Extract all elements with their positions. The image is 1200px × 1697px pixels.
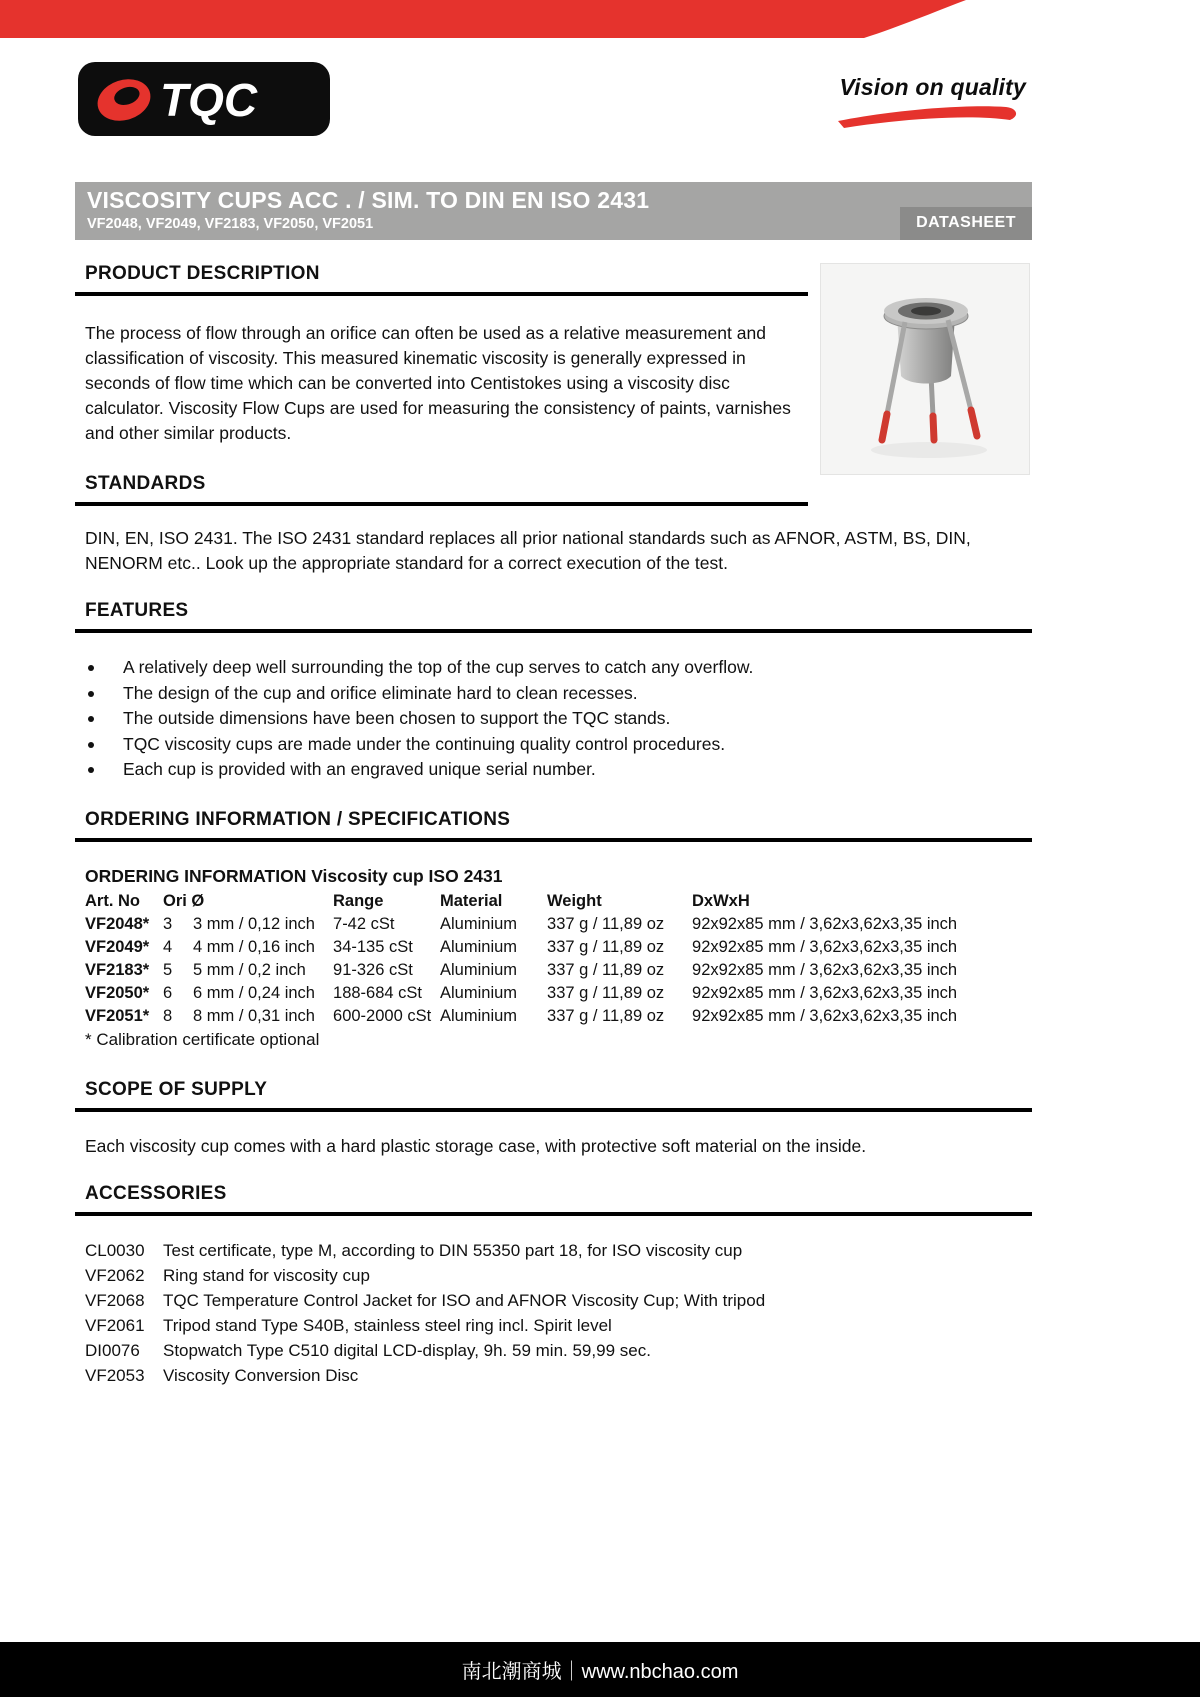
ordering-table-row <box>85 936 1032 959</box>
accessory-item <box>85 1313 1032 1338</box>
accessory-code: VF2053 <box>85 1365 145 1385</box>
ordering-cell: 6 mm / 0,24 inch <box>193 983 315 1002</box>
section-heading-scope: SCOPE OF SUPPLY <box>75 1079 1032 1112</box>
ordering-cell: 8 <box>163 1006 173 1025</box>
ordering-cell: 337 g / 11,89 oz <box>547 960 665 979</box>
ordering-table-row <box>85 982 1032 1005</box>
features-list <box>85 655 1032 783</box>
accessory-code: DI0076 <box>85 1340 140 1360</box>
accessory-item <box>85 1263 1032 1288</box>
accessory-code: VF2068 <box>85 1290 145 1310</box>
feature-item <box>85 732 1032 758</box>
ordering-table-row <box>85 913 1032 936</box>
ordering-cell: VF2050* <box>85 983 150 1002</box>
viscosity-cup-image <box>821 264 1029 474</box>
ordering-cell: VF2048* <box>85 914 150 933</box>
document-title-band <box>75 182 1032 240</box>
ordering-col-header: DxWxH <box>692 891 750 910</box>
ordering-table-row <box>85 1005 1032 1028</box>
ordering-cell: 337 g / 11,89 oz <box>547 983 665 1002</box>
ordering-cell: Aluminium <box>440 937 518 956</box>
ordering-cell: Aluminium <box>440 983 518 1002</box>
feature-text: Each cup is provided with an engraved unique serial number. <box>123 759 596 779</box>
vision-on-quality <box>828 74 1026 128</box>
ordering-table-row <box>85 959 1032 982</box>
feature-text: A relatively deep well surrounding the top of the cup serves to catch any overflow. <box>123 657 754 677</box>
ordering-table <box>85 890 1032 1028</box>
red-swoosh-banner-icon <box>0 0 1200 38</box>
ordering-col-header: Material <box>440 891 503 910</box>
ordering-cell: VF2051* <box>85 1006 150 1025</box>
datasheet-badge: DATASHEET <box>900 207 1032 240</box>
ordering-cell: 3 mm / 0,12 inch <box>193 914 315 933</box>
ordering-cell: 92x92x85 mm / 3,62x3,62x3,35 inch <box>692 914 958 933</box>
ordering-cell: 92x92x85 mm / 3,62x3,62x3,35 inch <box>692 1006 958 1025</box>
footer-bar <box>0 1642 1200 1697</box>
ordering-cell: Aluminium <box>440 914 518 933</box>
ordering-col-header: Range <box>333 891 384 910</box>
ordering-cell: 6 <box>163 983 173 1002</box>
accessory-desc: TQC Temperature Control Jacket for ISO and AFNOR Viscosity Cup; With tripod <box>163 1290 766 1310</box>
accessory-desc: Stopwatch Type C510 digital LCD-display, 9h. 59 min. 59,99 sec. <box>163 1340 651 1360</box>
ordering-table-body <box>85 913 1032 1028</box>
accessory-desc: Tripod stand Type S40B, stainless steel ring incl. Spirit level <box>163 1315 612 1335</box>
accessory-code: VF2062 <box>85 1265 145 1285</box>
product-photo <box>820 263 1030 475</box>
accessory-code: VF2061 <box>85 1315 145 1335</box>
accessory-desc: Test certificate, type M, according to DIN 55350 part 18, for ISO viscosity cup <box>163 1240 743 1260</box>
section-heading-accessories: ACCESSORIES <box>75 1183 1032 1216</box>
accessory-code: CL0030 <box>85 1240 145 1260</box>
tagline-swoosh-icon <box>836 102 1026 128</box>
ordering-cell: VF2049* <box>85 937 150 956</box>
document-subtitle: VF2048, VF2049, VF2183, VF2050, VF2051 <box>87 216 374 232</box>
ordering-col-header: Ori Ø <box>163 891 205 910</box>
ordering-cell: 3 <box>163 914 173 933</box>
feature-item <box>85 706 1032 732</box>
ordering-cell: Aluminium <box>440 960 518 979</box>
ordering-cell: 91-326 cSt <box>333 960 413 979</box>
ordering-cell: 337 g / 11,89 oz <box>547 914 665 933</box>
feature-item <box>85 655 1032 681</box>
standards-text: DIN, EN, ISO 2431. The ISO 2431 standard replaces all prior national standards such as AFNOR, ASTM, BS, DIN, NENORM etc.. Look up the appropriate standard for a correct execution of the test. <box>85 528 971 573</box>
bullet-icon <box>88 665 94 671</box>
accessory-item <box>85 1363 1032 1388</box>
ordering-cell: Aluminium <box>440 1006 518 1025</box>
feature-text: The outside dimensions have been chosen to support the TQC stands. <box>123 708 671 728</box>
document-title: VISCOSITY CUPS ACC . / SIM. TO DIN EN ISO 2431 <box>87 187 650 213</box>
top-red-banner <box>0 0 1200 43</box>
accessory-item <box>85 1238 1032 1263</box>
section-heading-ordering: ORDERING INFORMATION / SPECIFICATIONS <box>75 809 1032 842</box>
section-heading-product-description: PRODUCT DESCRIPTION <box>75 263 808 296</box>
bullet-icon <box>88 691 94 697</box>
section-heading-standards: STANDARDS <box>75 473 808 506</box>
footer-text: 南北潮商城｜www.nbchao.com <box>461 1661 739 1683</box>
ordering-table-title: ORDERING INFORMATION Viscosity cup ISO 2431 <box>85 865 503 886</box>
section-heading-features: FEATURES <box>75 600 1032 633</box>
ordering-cell: 7-42 cSt <box>333 914 395 933</box>
accessories-list <box>85 1238 1032 1388</box>
bullet-icon <box>88 742 94 748</box>
feature-text: The design of the cup and orifice eliminate hard to clean recesses. <box>123 682 638 703</box>
logo-text: TQC <box>160 74 258 126</box>
accessory-desc: Viscosity Conversion Disc <box>163 1365 359 1385</box>
bullet-icon <box>88 716 94 722</box>
feature-item <box>85 757 1032 783</box>
ordering-cell: 337 g / 11,89 oz <box>547 937 665 956</box>
accessory-item <box>85 1288 1032 1313</box>
ordering-cell: 34-135 cSt <box>333 937 413 956</box>
ordering-col-header: Art. No <box>85 891 140 910</box>
scope-text: Each viscosity cup comes with a hard plastic storage case, with protective soft material on the inside. <box>85 1135 867 1156</box>
ordering-cell: 600-2000 cSt <box>333 1006 432 1025</box>
ordering-cell: 92x92x85 mm / 3,62x3,62x3,35 inch <box>692 960 958 979</box>
feature-text: TQC viscosity cups are made under the continuing quality control procedures. <box>123 733 726 754</box>
ordering-table-head-row <box>85 890 1032 913</box>
ordering-footnote: * Calibration certificate optional <box>85 1029 320 1049</box>
accessory-item <box>85 1338 1032 1363</box>
ordering-cell: 4 mm / 0,16 inch <box>193 937 315 956</box>
ordering-cell: 92x92x85 mm / 3,62x3,62x3,35 inch <box>692 983 958 1002</box>
tqc-logo-icon <box>78 62 330 136</box>
tqc-logo <box>78 62 330 141</box>
ordering-cell: 8 mm / 0,31 inch <box>193 1006 315 1025</box>
tagline-text: Vision on quality <box>839 74 1026 100</box>
content-column <box>75 255 1032 1388</box>
accessory-desc: Ring stand for viscosity cup <box>163 1265 370 1285</box>
ordering-col-header: Weight <box>547 891 602 910</box>
bullet-icon <box>88 767 94 773</box>
ordering-cell: 337 g / 11,89 oz <box>547 1006 665 1025</box>
product-description-text: The process of flow through an orifice can often be used as a relative measurement and classification of viscosity. This measured kinematic viscosity is generally expressed in seconds of flow time which can be converted into Centistokes using a viscosity disc calculator. Viscosity Flow Cups are used for measuring the consistency of paints, varnishes and other similar products. <box>85 323 791 443</box>
ordering-cell: 5 <box>163 960 173 979</box>
ordering-cell: 5 mm / 0,2 inch <box>193 960 306 979</box>
ordering-cell: VF2183* <box>85 960 150 979</box>
ordering-cell: 4 <box>163 937 173 956</box>
ordering-cell: 188-684 cSt <box>333 983 422 1002</box>
ordering-cell: 92x92x85 mm / 3,62x3,62x3,35 inch <box>692 937 958 956</box>
feature-item <box>85 681 1032 707</box>
